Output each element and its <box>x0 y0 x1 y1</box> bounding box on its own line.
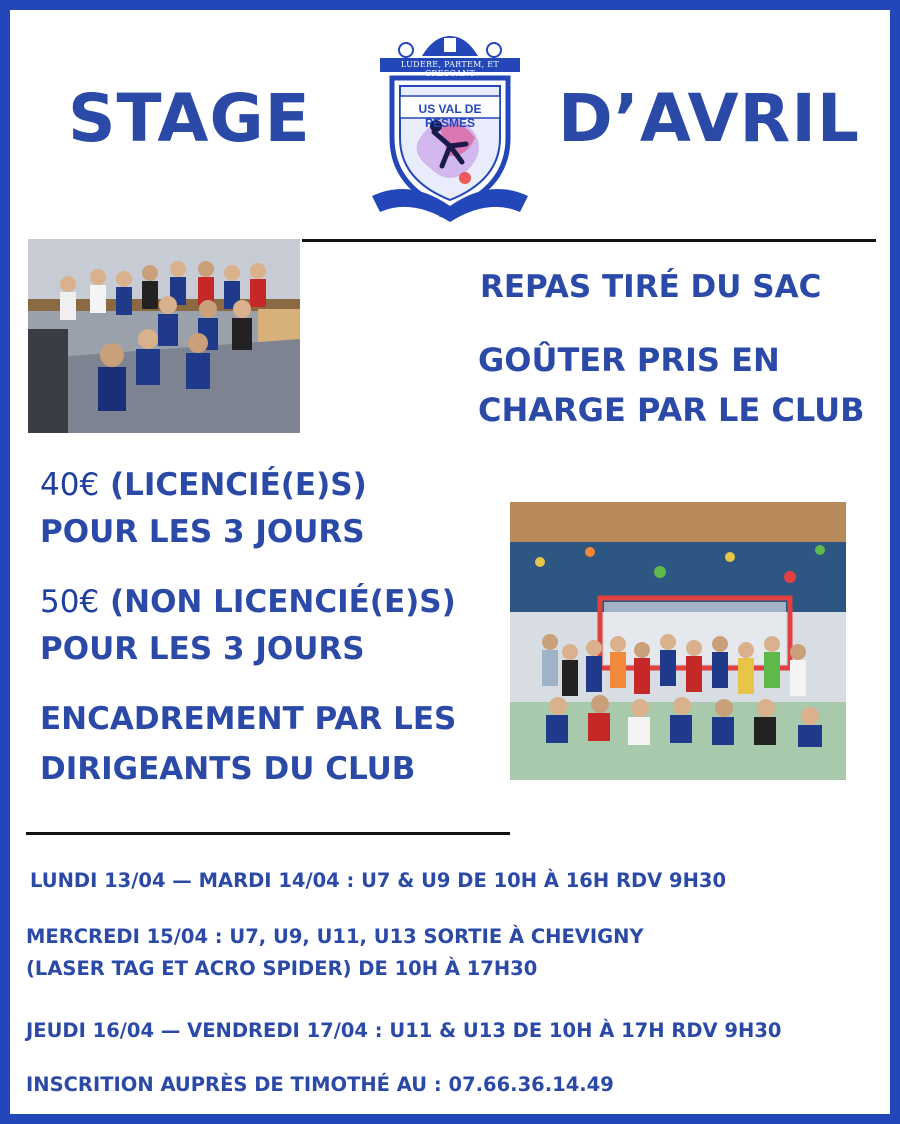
price-licensed <box>40 466 367 504</box>
snack-info-line2: CHARGE PAR LE CLUB <box>478 391 865 429</box>
schedule-line-wednesday-detail: (LASER TAG ET ACRO SPIDER) DE 10H À 17H30 <box>26 957 538 980</box>
divider-bottom <box>26 832 510 835</box>
lunch-info: REPAS TIRÉ DU SAC <box>480 269 822 305</box>
snack-info-line1: GOÛTER PRIS EN <box>478 341 780 379</box>
divider-top <box>302 239 876 242</box>
price-licensed-label: (LICENCIÉ(E)S) <box>99 467 367 503</box>
price-licensed-amount: 40€ <box>40 467 100 503</box>
team-photo-locker-room <box>28 239 300 433</box>
price-unlicensed-amount: 50€ <box>40 584 100 620</box>
price-unlicensed-label: (NON LICENCIÉ(E)S) <box>99 584 456 620</box>
crest-motto: LUDERE, PARTEM, ET CRESCANT <box>400 60 500 78</box>
price-unlicensed <box>40 583 456 621</box>
poster <box>10 10 890 1114</box>
supervision-line2: DIRIGEANTS DU CLUB <box>40 751 416 787</box>
schedule-line-wednesday: MERCREDI 15/04 : U7, U9, U11, U13 SORTIE À CHEVIGNY <box>26 925 644 948</box>
crest-club-name: US VAL DE PESMES <box>418 102 482 130</box>
crest-year: 1909 <box>438 210 462 220</box>
title-stage: STAGE <box>68 80 311 157</box>
supervision-line1: ENCADREMENT PAR LES <box>40 701 457 737</box>
price-licensed-duration: POUR LES 3 JOURS <box>40 514 365 550</box>
price-unlicensed-duration: POUR LES 3 JOURS <box>40 631 365 667</box>
title-avril: D’AVRIL <box>558 80 860 157</box>
registration-contact: INSCRITION AUPRÈS DE TIMOTHÉ AU : 07.66.36.14.49 <box>26 1073 614 1096</box>
schedule-line-thursday-friday: JEUDI 16/04 — VENDREDI 17/04 : U11 & U13 DE 10H À 17H RDV 9H30 <box>26 1019 782 1042</box>
team-photo-gym <box>510 502 846 780</box>
schedule-line-monday-tuesday: LUNDI 13/04 — MARDI 14/04 : U7 & U9 DE 10H À 16H RDV 9H30 <box>30 869 727 892</box>
club-crest-logo <box>370 28 530 228</box>
